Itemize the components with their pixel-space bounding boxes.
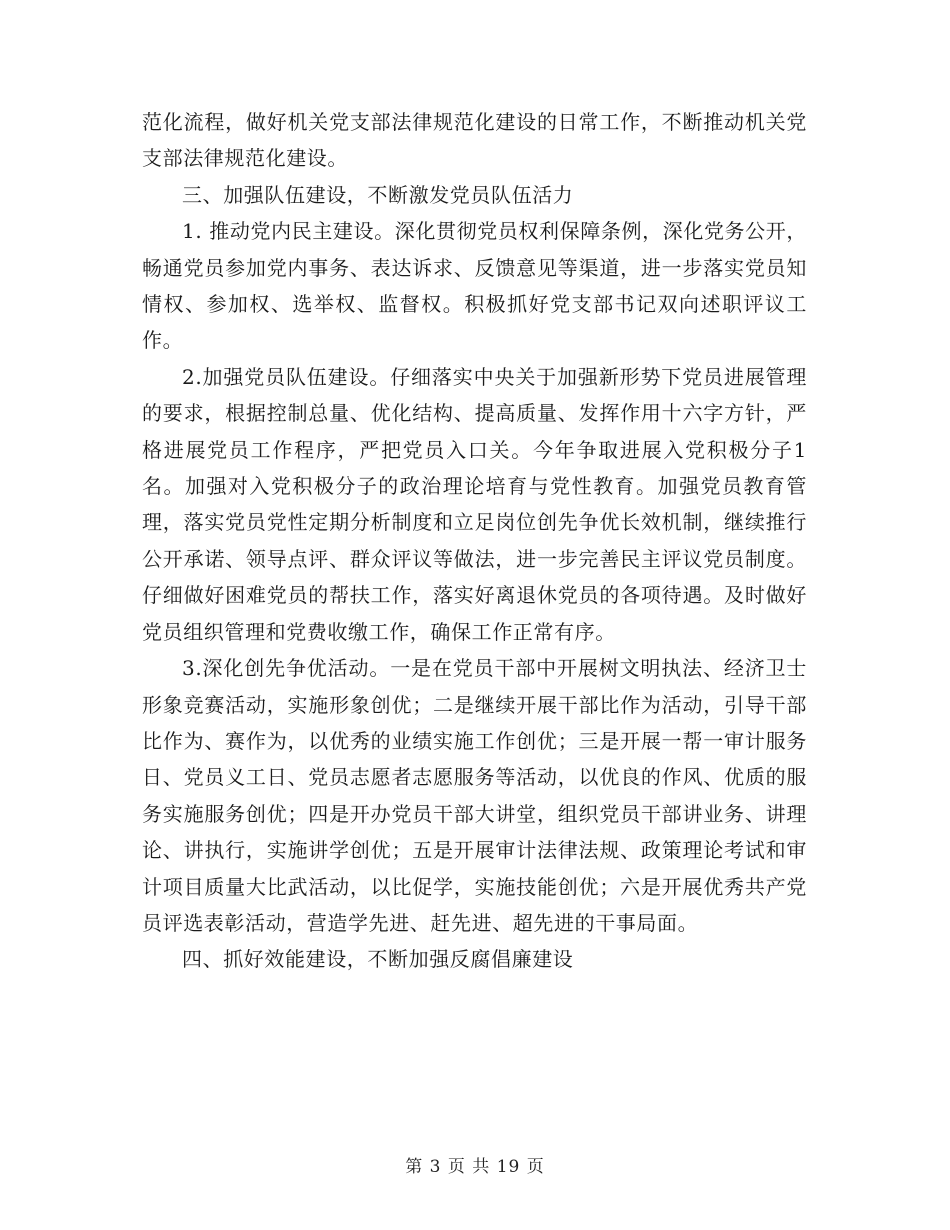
paragraph-item-2: 2.加强党员队伍建设。仔细落实中央关于加强新形势下党员进展管理的要求，根据控制总量、优化结构、提高质量、发挥作用十六字方针，严格进展党员工作程序，严把党员入口关。今年争取进展入党积极分子1名。加强对入党积极分子的政治理论培育与党性教育。加强党员教育管理，落实党员党性定期分析制度和立足岗位创先争优长效机制，继续推行公开承诺、领导点评、群众评议等做法，进一步完善民主评议党员制度。仔细做好困难党员的帮扶工作，落实好离退休党员的各项待遇。及时做好党员组织管理和党费收缴工作，确保工作正常有序。: [142, 364, 807, 644]
paragraph-item-1: 1. 推动党内民主建设。深化贯彻党员权利保障条例，深化党务公开，畅通党员参加党内事务、表达诉求、反馈意见等渠道，进一步落实党员知情权、参加权、选举权、监督权。积极抓好党支部书记双向述职评议工作。: [142, 219, 807, 353]
page-number-footer: 第 3 页 共 19 页: [405, 1157, 545, 1177]
paragraph-continuation: 范化流程，做好机关党支部法律规范化建设的日常工作，不断推动机关党支部法律规范化建设。: [142, 110, 807, 171]
document-body: [142, 104, 807, 978]
section-heading-3: 三、加强队伍建设，不断激发党员队伍活力: [182, 182, 574, 207]
section-heading-4: 四、抓好效能建设，不断加强反腐倡廉建设: [182, 947, 574, 972]
paragraph-item-3: 3.深化创先争优活动。一是在党员干部中开展树文明执法、经济卫士形象竞赛活动，实施形象创优；二是继续开展干部比作为活动，引导干部比作为、赛作为，以优秀的业绩实施工作创优；三是开展一帮一审计服务日、党员义工日、党员志愿者志愿服务等活动，以优良的作风、优质的服务实施服务创优；四是开办党员干部大讲堂，组织党员干部讲业务、讲理论、讲执行，实施讲学创优；五是开展审计法律法规、政策理论考试和审计项目质量大比武活动，以比促学，实施技能创优；六是开展优秀共产党员评选表彰活动，营造学先进、赶先进、超先进的干事局面。: [142, 656, 807, 935]
